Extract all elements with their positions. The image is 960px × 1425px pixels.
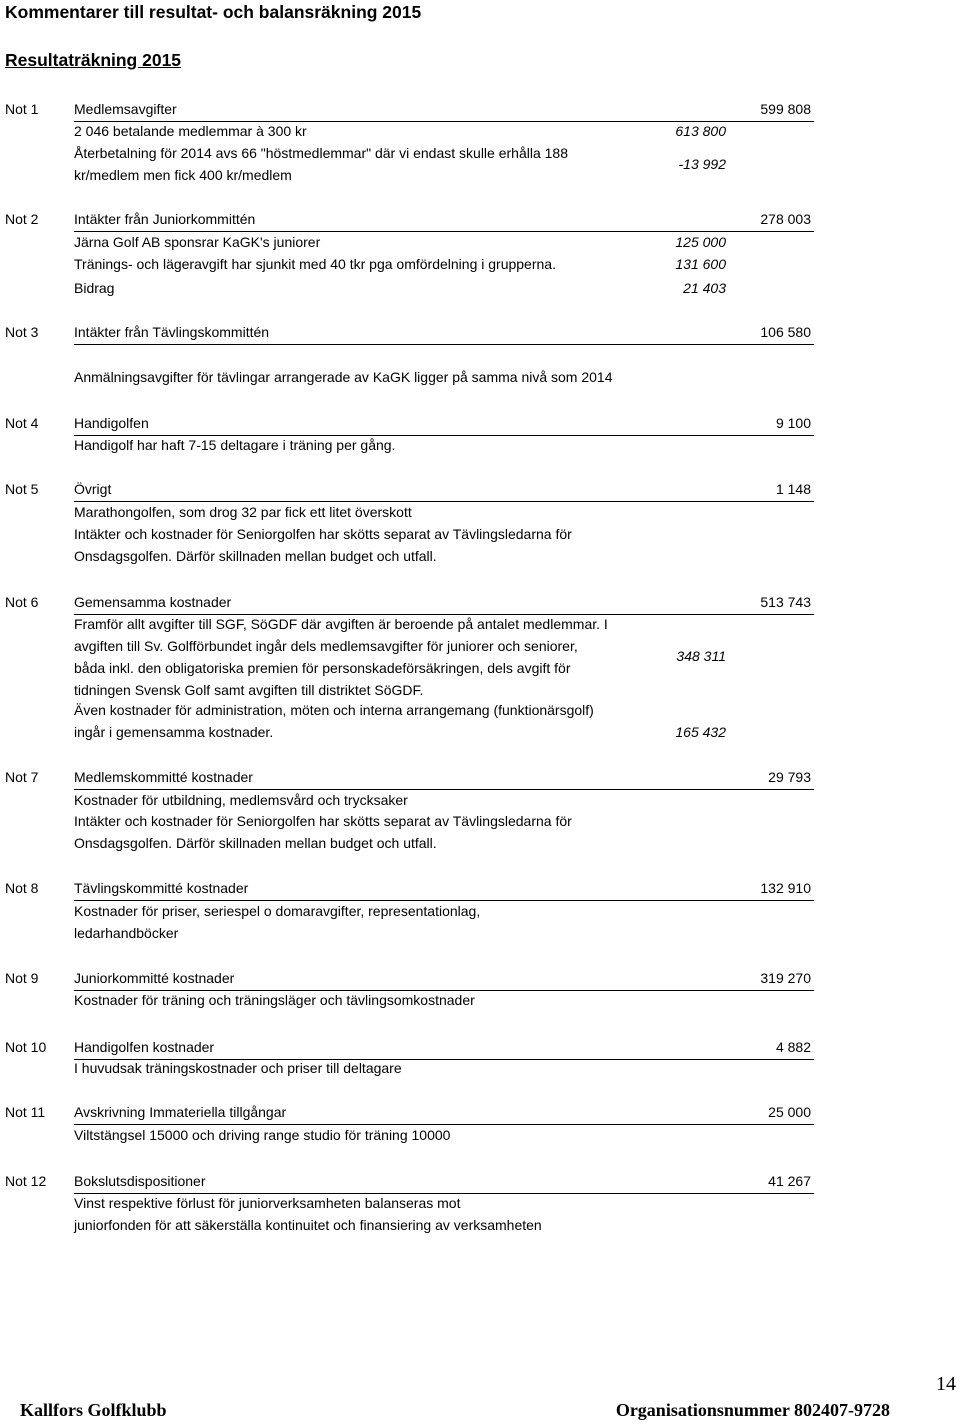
note-heading-row bbox=[74, 481, 814, 502]
note-line: Marathongolfen, som drog 32 par fick ett litet överskott bbox=[74, 504, 412, 520]
note-label: Not 7 bbox=[5, 769, 39, 785]
note-amount: -13 992 bbox=[678, 156, 726, 172]
note-label: Not 1 bbox=[5, 101, 39, 117]
note-label: Not 11 bbox=[5, 1104, 46, 1120]
note-line: avgiften till Sv. Golfförbundet ingår dels medlemsavgifter för juniorer och seniorer, bbox=[74, 638, 578, 654]
note-heading: Handigolfen bbox=[74, 415, 149, 431]
note-line: ledarhandböcker bbox=[74, 925, 179, 941]
note-label: Not 6 bbox=[5, 594, 39, 610]
note-total: 4 882 bbox=[775, 1039, 811, 1055]
note-heading-row bbox=[74, 1039, 814, 1060]
note-heading-row bbox=[74, 324, 814, 345]
note-amount: 125 000 bbox=[675, 234, 726, 250]
note-label: Not 9 bbox=[5, 970, 39, 986]
note-label: Not 3 bbox=[5, 324, 39, 340]
note-line: Intäkter och kostnader för Seniorgolfen har skötts separat av Tävlingsledarna för bbox=[74, 526, 572, 542]
note-total: 132 910 bbox=[760, 880, 811, 896]
note-line: Även kostnader för administration, möten och interna arrangemang (funktionärsgolf) bbox=[74, 702, 594, 718]
note-heading-row bbox=[74, 1104, 814, 1125]
page-number: 14 bbox=[936, 1373, 956, 1395]
note-heading: Bokslutsdispositioner bbox=[74, 1173, 206, 1189]
note-total: 29 793 bbox=[768, 769, 811, 785]
note-heading: Avskrivning Immateriella tillgångar bbox=[74, 1104, 287, 1120]
note-line: kr/medlem men fick 400 kr/medlem bbox=[74, 167, 292, 183]
note-heading: Gemensamma kostnader bbox=[74, 594, 232, 610]
note-label: Not 10 bbox=[5, 1039, 47, 1055]
note-amount: 21 403 bbox=[683, 280, 726, 296]
note-heading-row bbox=[74, 970, 814, 991]
note-heading: Intäkter från Juniorkommittén bbox=[74, 211, 256, 227]
note-total: 106 580 bbox=[760, 324, 811, 340]
note-line: Återbetalning för 2014 avs 66 "höstmedlemmar" där vi endast skulle erhålla 188 bbox=[74, 145, 568, 161]
note-line: båda inkl. den obligatoriska premien för personskadeförsäkringen, dels avgift för bbox=[74, 660, 571, 676]
note-heading-row bbox=[74, 594, 814, 615]
note-line: tidningen Svensk Golf samt avgiften till distriktet SöGDF. bbox=[74, 682, 424, 698]
note-heading-row bbox=[74, 211, 814, 232]
note-heading: Intäkter från Tävlingskommittén bbox=[74, 324, 270, 340]
note-heading: Juniorkommitté kostnader bbox=[74, 970, 235, 986]
note-line: I huvudsak träningskostnader och priser till deltagare bbox=[74, 1060, 402, 1076]
note-label: Not 12 bbox=[5, 1173, 47, 1189]
note-line: ingår i gemensamma kostnader. bbox=[74, 724, 274, 740]
document-title: Kommentarer till resultat- och balansräkning 2015 bbox=[5, 2, 422, 22]
note-amount: 131 600 bbox=[675, 256, 726, 272]
note-heading-row bbox=[74, 415, 814, 436]
note-line: Tränings- och lägeravgift har sjunkit med 40 tkr pga omfördelning i grupperna. bbox=[74, 256, 556, 272]
note-line: Viltstängsel 15000 och driving range studio för träning 10000 bbox=[74, 1127, 451, 1143]
note-heading-row bbox=[74, 101, 814, 122]
note-line: Järna Golf AB sponsrar KaGK's juniorer bbox=[74, 234, 321, 250]
note-total: 25 000 bbox=[768, 1104, 811, 1120]
note-heading-row bbox=[74, 1173, 814, 1194]
note-total: 1 148 bbox=[775, 481, 811, 497]
note-line: Kostnader för utbildning, medlemsvård och trycksaker bbox=[74, 792, 408, 808]
note-heading: Tävlingskommitté kostnader bbox=[74, 880, 249, 896]
note-line: Bidrag bbox=[74, 280, 115, 296]
note-heading: Handigolfen kostnader bbox=[74, 1039, 215, 1055]
note-heading-row bbox=[74, 769, 814, 790]
note-line: juniorfonden för att säkerställa kontinuitet och finansiering av verksamheten bbox=[74, 1217, 542, 1233]
section-title: Resultaträkning 2015 bbox=[5, 50, 182, 70]
note-amount: 348 311 bbox=[676, 648, 726, 664]
note-heading-row bbox=[74, 880, 814, 901]
note-amount: 165 432 bbox=[675, 724, 726, 740]
note-line: Onsdagsgolfen. Därför skillnaden mellan budget och utfall. bbox=[74, 548, 437, 564]
note-line: Anmälningsavgifter för tävlingar arrangerade av KaGK ligger på samma nivå som 2014 bbox=[74, 369, 613, 385]
note-label: Not 4 bbox=[5, 415, 39, 431]
note-label: Not 5 bbox=[5, 481, 39, 497]
note-line: Kostnader för träning och träningsläger och tävlingsomkostnader bbox=[74, 992, 475, 1008]
note-line: Kostnader för priser, seriespel o domaravgifter, representationlag, bbox=[74, 903, 481, 919]
note-heading: Medlemsavgifter bbox=[74, 101, 177, 117]
note-amount: 613 800 bbox=[675, 123, 726, 139]
note-label: Not 8 bbox=[5, 880, 39, 896]
note-label: Not 2 bbox=[5, 211, 39, 227]
note-total: 599 808 bbox=[760, 101, 811, 117]
note-heading: Medlemskommitté kostnader bbox=[74, 769, 253, 785]
note-total: 513 743 bbox=[760, 594, 811, 610]
note-heading: Övrigt bbox=[74, 481, 112, 497]
note-total: 41 267 bbox=[768, 1173, 811, 1189]
note-line: Framför allt avgifter till SGF, SöGDF där avgiften är beroende på antalet medlemmar. I bbox=[74, 616, 608, 632]
note-total: 9 100 bbox=[775, 415, 811, 431]
note-total: 278 003 bbox=[760, 211, 811, 227]
note-line: 2 046 betalande medlemmar à 300 kr bbox=[74, 123, 307, 139]
note-line: Vinst respektive förlust för juniorverksamheten balanseras mot bbox=[74, 1195, 461, 1211]
note-total: 319 270 bbox=[760, 970, 811, 986]
note-line: Intäkter och kostnader för Seniorgolfen har skötts separat av Tävlingsledarna för bbox=[74, 813, 572, 829]
footer-club-name: Kallfors Golfklubb bbox=[20, 1400, 167, 1420]
note-line: Onsdagsgolfen. Därför skillnaden mellan budget och utfall. bbox=[74, 835, 437, 851]
footer-org-number: Organisationsnummer 802407-9728 bbox=[615, 1400, 890, 1420]
note-line: Handigolf har haft 7-15 deltagare i träning per gång. bbox=[74, 437, 396, 453]
